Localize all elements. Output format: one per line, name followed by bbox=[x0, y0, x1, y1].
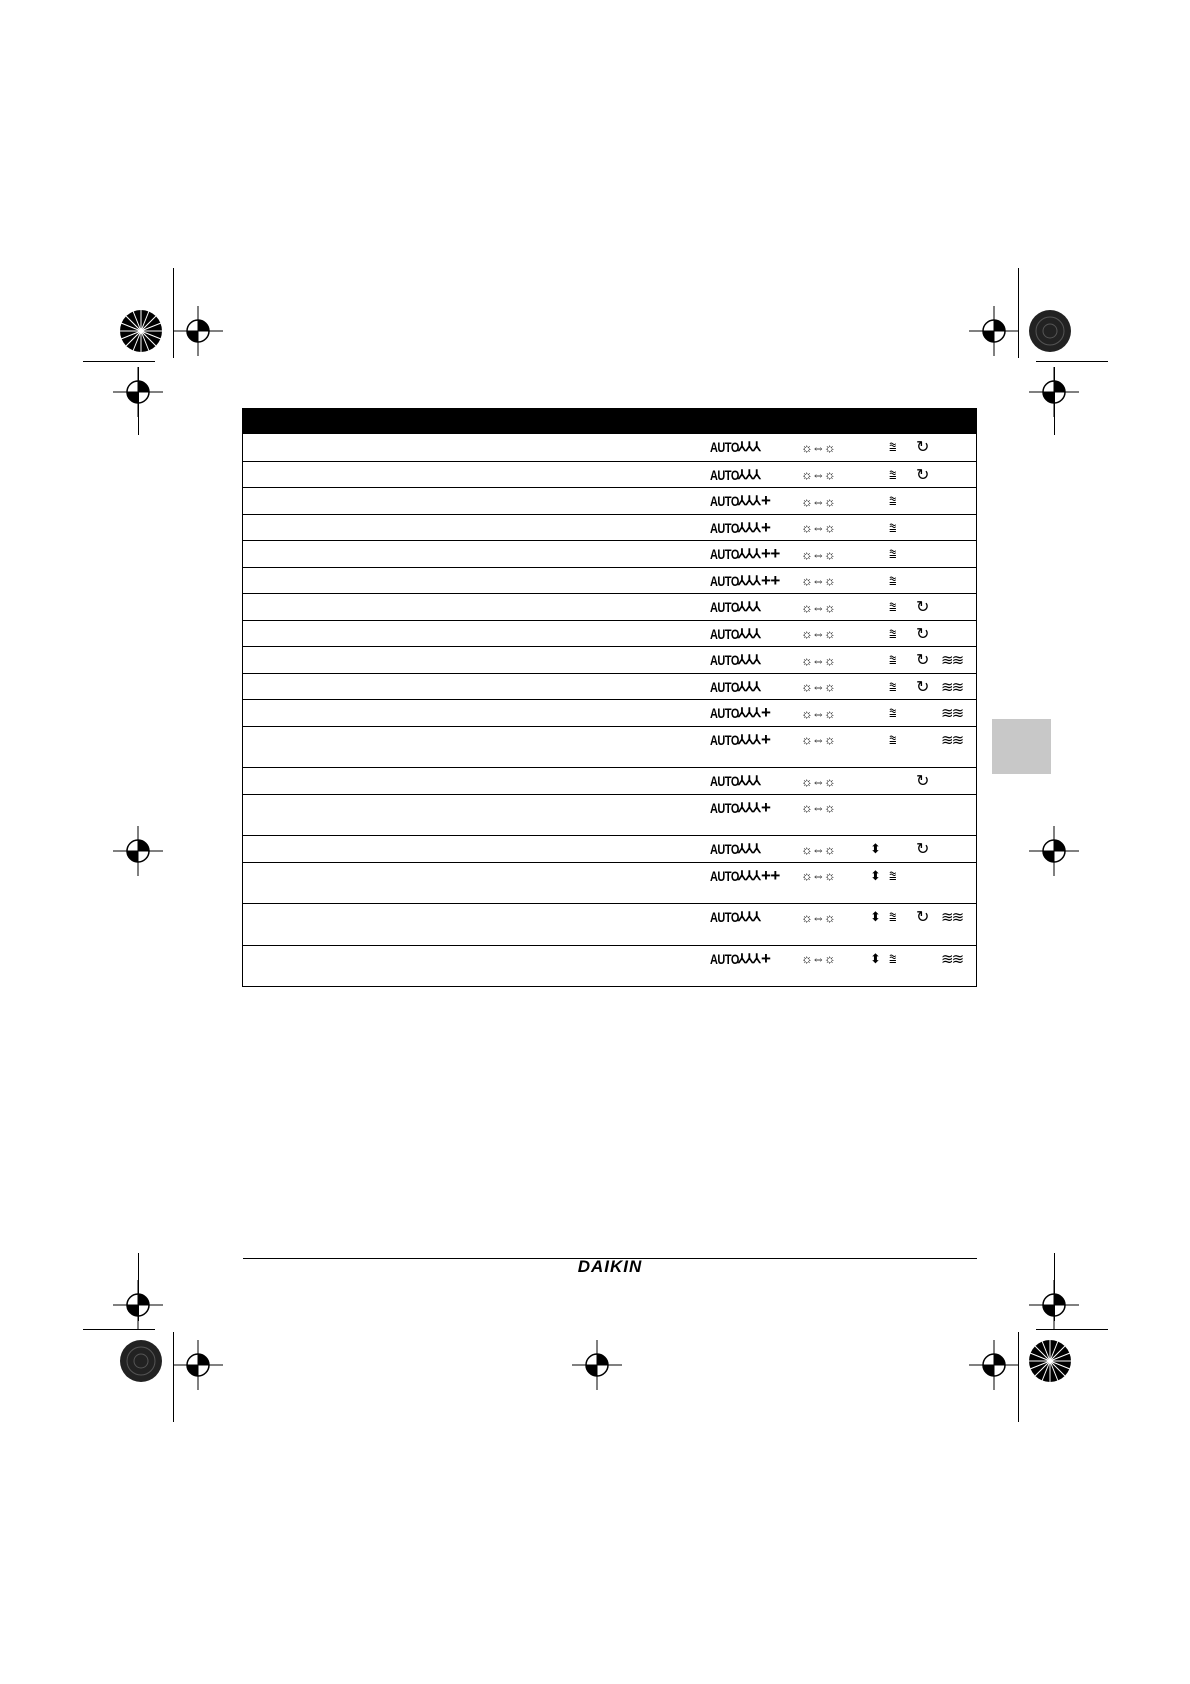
mode-switch-icon: ☼⇔☼ bbox=[801, 520, 835, 535]
crop-line bbox=[83, 1329, 155, 1330]
fan-icon: ⅄⅄⅄ bbox=[738, 841, 761, 856]
mode-switch-icon: ☼⇔☼ bbox=[801, 679, 835, 694]
table-row bbox=[243, 903, 976, 945]
dry-icon: ⩰ bbox=[889, 705, 897, 720]
fan-speed-cell bbox=[710, 650, 761, 670]
heat-icon: ≋≋ bbox=[941, 652, 963, 669]
plus-icon: + bbox=[761, 491, 771, 510]
plus-icon: + bbox=[761, 797, 771, 817]
auto-label: AUTO bbox=[710, 652, 739, 668]
fan-icon: ⅄⅄⅄ bbox=[738, 546, 761, 561]
table-row bbox=[243, 593, 976, 620]
heat-icon: ≋≋ bbox=[941, 678, 963, 696]
auto-label: AUTO bbox=[710, 731, 739, 748]
dry-icon: ⩰ bbox=[889, 731, 897, 747]
fan-icon: ⅄⅄⅄ bbox=[738, 439, 761, 454]
fan-speed-cell bbox=[710, 518, 770, 538]
swing-icon: ⬍ bbox=[870, 867, 881, 883]
cycle-icon: ↻ bbox=[916, 773, 930, 790]
fan-icon: ⅄⅄⅄ bbox=[738, 705, 761, 720]
crop-line bbox=[1036, 1329, 1108, 1330]
mode-switch-icon: ☼⇔☼ bbox=[801, 546, 835, 562]
registration-circle-bottom-left bbox=[118, 1338, 164, 1384]
auto-label: AUTO bbox=[710, 466, 739, 483]
dry-icon: ⩰ bbox=[889, 599, 897, 614]
mode-switch-icon: ☼⇔☼ bbox=[801, 705, 835, 721]
table-row bbox=[243, 673, 976, 700]
dry-icon: ⩰ bbox=[889, 950, 897, 966]
table-row bbox=[243, 434, 976, 461]
auto-label: AUTO bbox=[710, 909, 739, 925]
crosshair-mark bbox=[969, 1340, 1019, 1390]
daikin-logo: DAIKIN bbox=[577, 1257, 643, 1276]
auto-label: AUTO bbox=[710, 678, 739, 695]
dry-icon: ⩰ bbox=[889, 678, 897, 694]
cycle-icon: ↻ bbox=[916, 466, 930, 484]
swing-icon: ⬍ bbox=[870, 841, 881, 856]
table-row bbox=[243, 540, 976, 567]
fan-speed-cell bbox=[710, 544, 780, 564]
cycle-icon: ↻ bbox=[916, 599, 930, 616]
fan-icon: ⅄⅄⅄ bbox=[738, 678, 761, 694]
mode-switch-icon: ☼⇔☼ bbox=[801, 800, 835, 815]
fan-speed-cell bbox=[710, 730, 770, 750]
fan-speed-cell bbox=[710, 949, 770, 969]
mode-switch-icon: ☼⇔☼ bbox=[801, 652, 835, 668]
mode-switch-icon: ☼⇔☼ bbox=[801, 439, 835, 455]
fan-icon: ⅄⅄⅄ bbox=[738, 731, 761, 747]
cycle-icon: ↻ bbox=[916, 439, 930, 456]
table-row bbox=[243, 567, 976, 594]
dry-icon: ⩰ bbox=[889, 466, 897, 482]
chapter-tab bbox=[992, 719, 1051, 774]
crop-line bbox=[138, 1253, 139, 1321]
table-row bbox=[243, 620, 976, 647]
auto-label: AUTO bbox=[710, 867, 739, 884]
plus-icon: ++ bbox=[761, 544, 780, 563]
plus-icon: + bbox=[761, 517, 771, 537]
auto-label: AUTO bbox=[710, 599, 739, 615]
crop-line bbox=[138, 367, 139, 435]
crosshair-mark bbox=[969, 306, 1019, 356]
fan-icon: ⅄⅄⅄ bbox=[738, 519, 761, 535]
auto-label: AUTO bbox=[710, 950, 739, 967]
fan-speed-cell bbox=[710, 677, 761, 697]
swing-icon: ⬍ bbox=[870, 950, 881, 966]
crop-line bbox=[1018, 1332, 1019, 1422]
crosshair-mark bbox=[572, 1340, 622, 1390]
mode-switch-icon: ☼⇔☼ bbox=[801, 868, 835, 883]
fan-icon: ⅄⅄⅄ bbox=[738, 572, 761, 588]
fan-speed-cell bbox=[710, 866, 780, 886]
dry-icon: ⩰ bbox=[889, 572, 897, 588]
table-row bbox=[243, 945, 976, 987]
heat-icon: ≋≋ bbox=[941, 705, 963, 722]
registration-starburst-bottom-right bbox=[1027, 1338, 1073, 1384]
fan-speed-cell bbox=[710, 465, 761, 485]
heat-icon: ≋≋ bbox=[941, 909, 963, 926]
plus-icon: ++ bbox=[761, 865, 780, 885]
mode-switch-icon: ☼⇔☼ bbox=[801, 467, 835, 482]
mode-switch-icon: ☼⇔☼ bbox=[801, 909, 835, 925]
fan-speed-cell bbox=[710, 437, 761, 457]
auto-label: AUTO bbox=[710, 493, 739, 509]
crosshair-mark bbox=[173, 1340, 223, 1390]
fan-speed-cell bbox=[710, 624, 761, 644]
mode-switch-icon: ☼⇔☼ bbox=[801, 573, 835, 588]
table-row bbox=[243, 514, 976, 541]
mode-switch-icon: ☼⇔☼ bbox=[801, 732, 835, 747]
table-header-bar bbox=[243, 409, 976, 434]
crop-line bbox=[1054, 367, 1055, 435]
fan-speed-cell bbox=[710, 703, 770, 723]
table-row bbox=[243, 794, 976, 836]
auto-label: AUTO bbox=[710, 799, 739, 816]
fan-speed-cell bbox=[710, 597, 761, 617]
dry-icon: ⩰ bbox=[889, 439, 897, 454]
fan-speed-cell bbox=[710, 907, 761, 927]
mode-switch-icon: ☼⇔☼ bbox=[801, 773, 835, 789]
crosshair-mark bbox=[113, 826, 163, 876]
cycle-icon: ↻ bbox=[916, 678, 930, 696]
auto-label: AUTO bbox=[710, 705, 739, 721]
plus-icon: + bbox=[761, 703, 771, 722]
mode-switch-icon: ☼⇔☼ bbox=[801, 493, 835, 509]
fan-icon: ⅄⅄⅄ bbox=[738, 466, 761, 482]
plus-icon: + bbox=[761, 948, 771, 968]
mode-switch-icon: ☼⇔☼ bbox=[801, 626, 835, 641]
auto-label: AUTO bbox=[710, 773, 739, 789]
fan-speed-cell bbox=[710, 771, 761, 791]
table-row bbox=[243, 461, 976, 488]
fan-icon: ⅄⅄⅄ bbox=[738, 599, 761, 614]
table-row bbox=[243, 862, 976, 904]
fan-icon: ⅄⅄⅄ bbox=[738, 950, 761, 966]
crop-line bbox=[1036, 361, 1108, 362]
table-body bbox=[243, 434, 976, 986]
heat-icon: ≋≋ bbox=[941, 731, 963, 749]
crosshair-mark bbox=[1029, 826, 1079, 876]
mode-switch-icon: ☼⇔☼ bbox=[801, 599, 835, 615]
fan-speed-cell bbox=[710, 491, 770, 511]
table-row bbox=[243, 726, 976, 768]
plus-icon: ++ bbox=[761, 570, 780, 590]
dry-icon: ⩰ bbox=[889, 546, 897, 561]
cycle-icon: ↻ bbox=[916, 625, 930, 643]
dry-icon: ⩰ bbox=[889, 909, 897, 924]
table-row bbox=[243, 699, 976, 726]
fan-speed-cell bbox=[710, 839, 761, 859]
table-row bbox=[243, 487, 976, 514]
mode-switch-icon: ☼⇔☼ bbox=[801, 841, 835, 857]
auto-label: AUTO bbox=[710, 625, 739, 642]
fan-icon: ⅄⅄⅄ bbox=[738, 625, 761, 641]
fan-speed-cell bbox=[710, 571, 780, 591]
dry-icon: ⩰ bbox=[889, 493, 897, 508]
registration-starburst-top-left bbox=[118, 308, 164, 354]
crosshair-mark bbox=[173, 306, 223, 356]
heat-icon: ≋≋ bbox=[941, 950, 963, 968]
fan-icon: ⅄⅄⅄ bbox=[738, 652, 761, 667]
table-row bbox=[243, 767, 976, 794]
fan-icon: ⅄⅄⅄ bbox=[738, 867, 761, 883]
table-row bbox=[243, 646, 976, 673]
auto-label: AUTO bbox=[710, 519, 739, 536]
dry-icon: ⩰ bbox=[889, 625, 897, 641]
registration-circle-top-right bbox=[1027, 308, 1073, 354]
cycle-icon: ↻ bbox=[916, 841, 930, 858]
fan-icon: ⅄⅄⅄ bbox=[738, 773, 761, 788]
crop-line bbox=[83, 361, 155, 362]
crop-line bbox=[1054, 1253, 1055, 1321]
plus-icon: + bbox=[761, 729, 771, 749]
fan-icon: ⅄⅄⅄ bbox=[738, 493, 761, 508]
crop-line bbox=[1018, 268, 1019, 358]
cycle-icon: ↻ bbox=[916, 652, 930, 669]
auto-label: AUTO bbox=[710, 546, 739, 562]
crop-line bbox=[173, 1332, 174, 1422]
auto-label: AUTO bbox=[710, 439, 739, 455]
auto-label: AUTO bbox=[710, 841, 739, 857]
table-row bbox=[243, 835, 976, 862]
auto-label: AUTO bbox=[710, 572, 739, 589]
fan-icon: ⅄⅄⅄ bbox=[738, 799, 761, 815]
swing-icon: ⬍ bbox=[870, 909, 881, 924]
dry-icon: ⩰ bbox=[889, 519, 897, 535]
function-table bbox=[242, 408, 977, 987]
fan-speed-cell bbox=[710, 798, 770, 818]
cycle-icon: ↻ bbox=[916, 909, 930, 926]
fan-icon: ⅄⅄⅄ bbox=[738, 909, 761, 924]
mode-switch-icon: ☼⇔☼ bbox=[801, 951, 835, 966]
crop-line bbox=[173, 268, 174, 358]
dry-icon: ⩰ bbox=[889, 867, 897, 883]
dry-icon: ⩰ bbox=[889, 652, 897, 667]
